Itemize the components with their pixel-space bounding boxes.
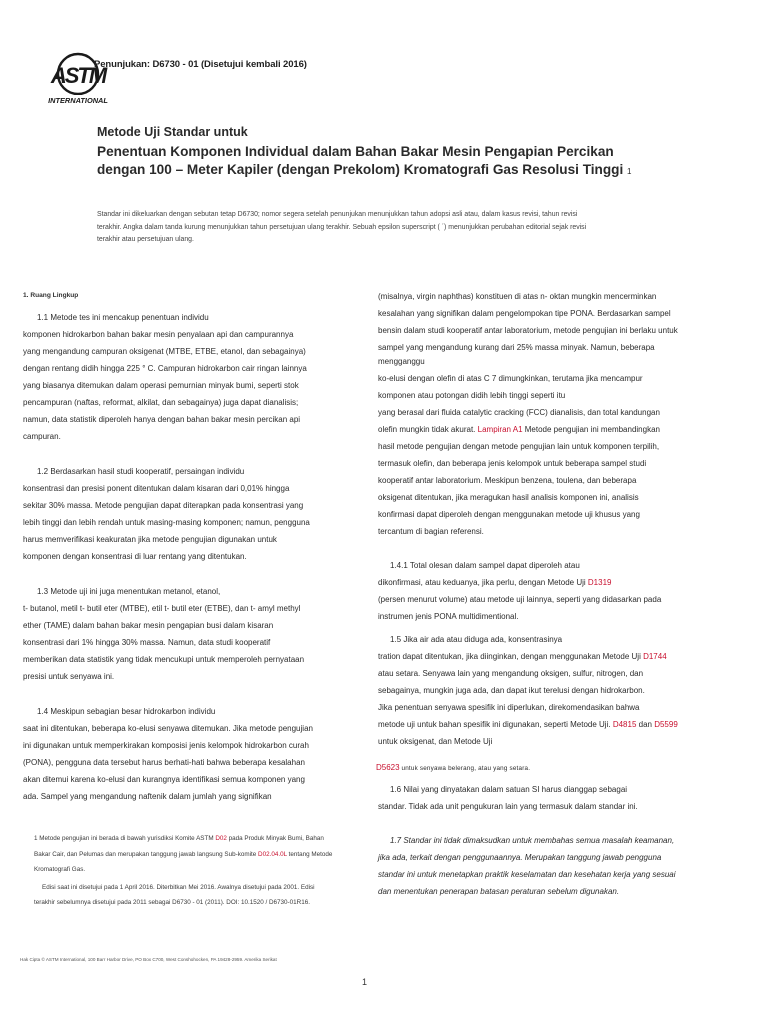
- para-1-5-line: Jika penentuan senyawa spesifik ini diperlukan, direkomendasikan bahwa: [378, 703, 640, 712]
- para-1-4-1-line: instrumen jenis PONA multidimentional.: [378, 612, 519, 621]
- para-1-2-line: konsentrasi dan presisi ponent ditentukan dalam kisaran dari 0,01% hingga: [23, 484, 290, 493]
- footnote-line: Edisi saat ini disetujui pada 1 April 2016. Diterbitkan Mei 2016. Awalnya disetujui pada 2001. Edisi: [42, 884, 315, 891]
- para-1-3-line: konsentrasi dari 1% hingga 30% massa. Namun, data studi kooperatif: [23, 638, 271, 647]
- para-cont-text: olefin mungkin tidak akurat.: [378, 425, 476, 434]
- para-1-7-line: standar ini untuk menetapkan praktik keselamatan dan kesehatan kerja yang sesuai: [378, 870, 676, 879]
- para-cont-line: (misalnya, virgin naphthas) konstituen di atas n- oktan mungkin mencerminkan: [378, 292, 657, 301]
- para-cont2-line: tercantum di bagian referensi.: [378, 527, 484, 536]
- title-line-1: Penentuan Komponen Individual dalam Bahan Bakar Mesin Pengapian Percikan: [97, 144, 614, 159]
- footnote-text: Bakar Cair, dan Pelumas dan merupakan tanggung jawab langsung Sub-komite: [34, 851, 259, 858]
- para-cont-line: ko-elusi dengan olefin di atas C 7 dimungkinkan, terutama jika mencampur: [378, 374, 643, 383]
- para-1-3-line: presisi untuk senyawa ini.: [23, 672, 115, 681]
- para-1-4-line: akan ditemui karena ko-elusi dan kurangnya identifikasi semua komponen yang: [23, 775, 305, 784]
- d4815-link[interactable]: D4815: [612, 720, 637, 729]
- footnote-text: pada Produk Minyak Bumi, Bahan: [226, 835, 324, 842]
- para-cont-line: kesalahan yang signifikan dalam pengelompokan tipe PONA. Berdasarkan sampel: [378, 309, 671, 318]
- para-1-4-line: (PONA), pengguna data tersebut harus berhati-hati bahwa beberapa kesalahan: [23, 758, 305, 767]
- para-1-5-text: metode uji untuk bahan spesifik ini digunakan, seperti Metode Uji.: [378, 720, 613, 729]
- para-1-1-line: pencampuran (naftas, reformat, alkilat, dan sebagainya) juga dapat dianalisis;: [23, 398, 299, 407]
- footnote-line: [34, 835, 324, 842]
- para-cont-line: yang berasal dari fluida catalytic cracking (FCC) dianalisis, dan total kandungan: [378, 408, 660, 417]
- para-1-2-line: 1.2 Berdasarkan hasil studi kooperatif, persaingan individu: [37, 467, 245, 476]
- para-cont-line: bensin dalam studi kooperatif antar laboratorium, metode pengujian ini berlaku untuk: [378, 326, 678, 335]
- title-footnote-mark: 1: [627, 167, 632, 176]
- para-cont2-line: kooperatif antar laboratorium. Meskipun benzena, toulena, dan beberapa: [378, 476, 637, 485]
- d1319-link[interactable]: D1319: [587, 578, 612, 587]
- para-cont-tail: Metode pengujian ini membandingkan: [522, 425, 660, 434]
- preamble-line: Standar ini dikeluarkan dengan sebutan tetap D6730; nomor segera setelah penunjukan menunjukkan tahun adopsi asli atau, dalam kasus revisi, tahun revisi: [97, 211, 578, 218]
- para-cont-line: sampel yang mengandung kurang dari 25% massa minyak. Namun, beberapa: [378, 343, 655, 352]
- para-1-1-line: campuran.: [23, 432, 61, 441]
- para-1-5-line: sebagainya, mungkin juga ada, dan dapat ikut terelusi dengan hidrokarbon.: [378, 686, 645, 695]
- para-cont2-line: termasuk olefin, dan beberapa jenis kelompok untuk beberapa sampel studi: [378, 459, 647, 468]
- d02-link[interactable]: D02: [215, 835, 227, 842]
- para-1-5-line: atau setara. Senyawa lain yang mengandung oksigen, sulfur, nitrogen, dan: [378, 669, 644, 678]
- footnote-line: terakhir sebelumnya disetujui pada 2011 sebagai D6730 - 01 (2011). DOI: 10.1520 / D6730-01R16.: [34, 899, 310, 906]
- d5599-link[interactable]: D5599: [654, 720, 678, 729]
- para-1-7-line: jika ada, terkait dengan penggunaannya. Merupakan tanggung jawab pengguna: [378, 853, 662, 862]
- para-1-1-line: yang mengandung campuran oksigenat (MTBE, ETBE, etanol, dan sebagainya): [23, 347, 306, 356]
- para-1-1-line: dengan rentang didih hingga 225 ° C. Campuran hidrokarbon cair ringan lainnya: [23, 364, 307, 373]
- footnote-text: tentang Metode: [286, 851, 333, 858]
- para-1-2-line: lebih tinggi dan lebih rendah untuk masing-masing komponen; namun, pengguna: [23, 518, 310, 527]
- footnote-line: [34, 851, 332, 858]
- para-1-4-line: ini digunakan untuk memperkirakan komposisi jenis kelompok hidrokarbon curah: [23, 741, 309, 750]
- para-cont-line: komponen atau potongan didih lebih tinggi seperti itu: [378, 391, 566, 400]
- svg-text:ASTM: ASTM: [50, 63, 106, 88]
- section-heading-scope: 1. Ruang Lingkup: [23, 292, 79, 299]
- para-1-7-line: dan menentukan penerapan batasan peraturan sebelum digunakan.: [378, 887, 620, 896]
- para-cont2-line: hasil metode pengujian dengan metode pengujian lain untuk komponen terpilih,: [378, 442, 660, 451]
- preamble-line: terakhir atau persetujuan ulang.: [97, 236, 194, 244]
- para-1-3-line: memberikan data statistik yang tidak mencukupi untuk memperoleh pernyataan: [23, 655, 305, 664]
- and-word: dan: [636, 720, 655, 729]
- para-1-2-line: sekitar 30% massa. Metode pengujian dapat diterapkan pada konsentrasi yang: [23, 501, 304, 510]
- d02-04-link[interactable]: D02.04.0L: [258, 851, 287, 858]
- copyright: Hak Cipta © ASTM International, 100 Barr Harbor Drive, PO Box C700, West Conshohocken, PA 19428-2959. Amerika Serikat: [20, 957, 277, 962]
- title-line-2-text: dengan 100 – Meter Kapiler (dengan Prekolom) Kromatografi Gas Resolusi Tinggi: [97, 162, 624, 177]
- para-1-1-line: 1.1 Metode tes ini mencakup penentuan individu: [37, 313, 209, 322]
- para-1-6-line: 1.6 Nilai yang dinyatakan dalam satuan SI harus dianggap sebagai: [390, 785, 628, 794]
- para-1-5-tail: untuk senyawa belerang, atau yang setara.: [399, 765, 531, 772]
- para-1-1-line: namun, data statistik diperoleh hanya dengan bahan bakar mesin percikan api: [23, 415, 301, 424]
- para-cont-line: mengganggu: [378, 357, 425, 366]
- d1744-link[interactable]: D1744: [643, 652, 667, 661]
- footnote-line: Kromatografi Gas.: [34, 866, 86, 873]
- designation: Penunjukan: D6730 - 01 (Disetujui kembali 2016): [94, 59, 307, 70]
- svg-text:INTERNATIONAL: INTERNATIONAL: [48, 96, 108, 105]
- para-1-3-line: ether (TAME) dalam bahan bakar mesin pengapian busi dalam kisaran: [23, 621, 274, 630]
- para-cont2-line: konfirmasi dapat diperoleh dengan menggunakan metode uji khusus yang: [378, 510, 640, 519]
- para-1-5-text: tration dapat ditentukan, jika diinginkan, dengan menggunakan Metode Uji: [378, 652, 644, 661]
- preamble-line: terakhir. Angka dalam tanda kurung menunjukkan tahun persetujuan ulang terakhir. Sebuah epsilon superscript ( ´) menunjukkan perubahan editorial sejak revisi: [97, 223, 587, 231]
- annex-a1-link[interactable]: Lampiran A1: [477, 425, 523, 434]
- para-1-7-line: 1.7 Standar ini tidak dimaksudkan untuk membahas semua masalah keamanan,: [390, 836, 675, 845]
- footnote-text: 1 Metode pengujian ini berada di bawah yurisdiksi Komite ASTM: [34, 835, 216, 842]
- para-1-4-1-text: dikonfirmasi, atau keduanya, jika perlu, dengan Metode Uji: [378, 578, 588, 587]
- para-1-4-1-line: 1.4.1 Total olesan dalam sampel dapat diperoleh atau: [390, 561, 580, 570]
- para-cont2-line: oksigenat ditentukan, jika meragukan hasil analisis komponen ini, analisis: [378, 493, 639, 502]
- para-1-4-line: ada. Sampel yang mengandung naftenik dalam jumlah yang signifikan: [23, 792, 272, 801]
- d5623-link[interactable]: D5623: [376, 763, 400, 772]
- para-1-1-line: yang biasanya ditemukan dalam operasi pemurnian minyak bumi, seperti stok: [23, 381, 299, 390]
- para-1-5-line: untuk oksigenat, dan Metode Uji: [378, 737, 493, 746]
- para-1-2-line: komponen dengan konsentrasi di luar rentang yang ditentukan.: [23, 552, 247, 561]
- para-1-4-line: 1.4 Meskipun sebagian besar hidrokarbon individu: [37, 707, 216, 716]
- para-1-5-line: 1.5 Jika air ada atau diduga ada, konsentrasinya: [390, 635, 563, 644]
- page-number: 1: [362, 977, 368, 987]
- para-1-6-line: standar. Tidak ada unit pengukuran lain yang termasuk dalam standar ini.: [378, 802, 638, 811]
- para-1-4-1-line: (persen menurut volume) atau metode uji lainnya, seperti yang didasarkan pada: [378, 595, 662, 604]
- method-type: Metode Uji Standar untuk: [97, 125, 248, 139]
- para-1-4-line: saat ini ditentukan, beberapa ko-elusi senyawa ditemukan. Jika metode pengujian: [23, 724, 313, 733]
- para-1-3-line: 1.3 Metode uji ini juga menentukan metanol, etanol,: [37, 587, 221, 596]
- para-1-1-line: komponen hidrokarbon bahan bakar mesin penyalaan api dan campurannya: [23, 330, 294, 339]
- para-1-3-line: t- butanol, metil t- butil eter (MTBE), etil t- butil eter (ETBE), dan t- amyl methyl: [23, 604, 301, 613]
- para-1-2-line: harus memverifikasi keakuratan jika metode pengujian digunakan untuk: [23, 535, 277, 544]
